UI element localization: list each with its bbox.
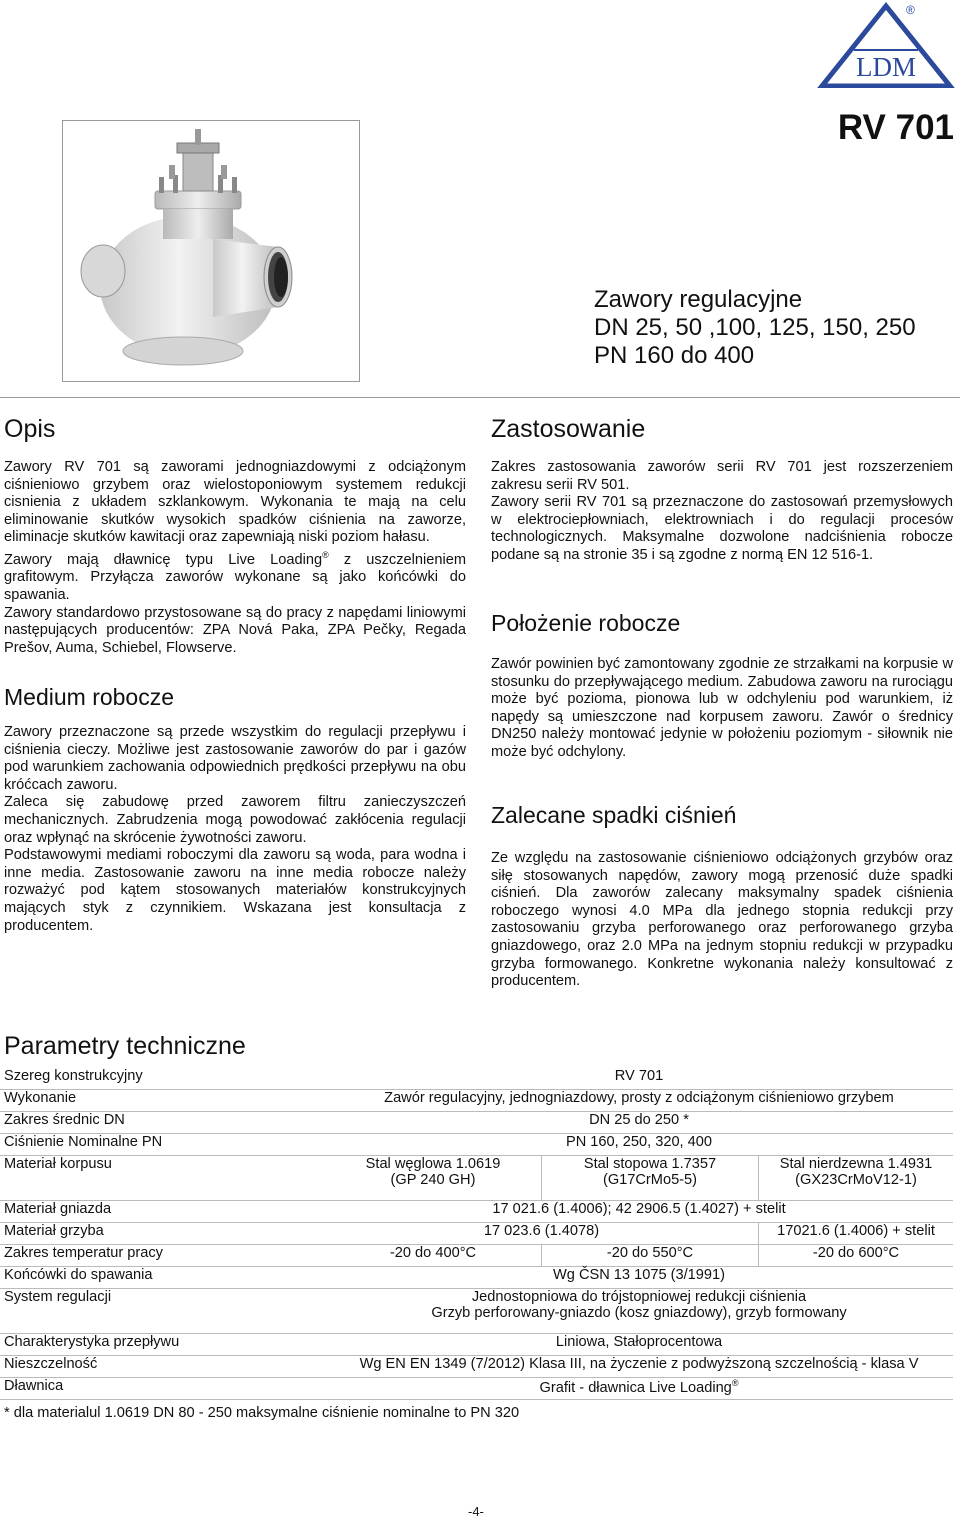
- param-value: Zawór regulacyjny, jednogniazdowy, prosty z odciążonym ciśnieniowo grzybem: [325, 1090, 953, 1112]
- table-row: [0, 1090, 953, 1112]
- param-value: PN 160, 250, 320, 400: [325, 1134, 953, 1156]
- product-photo: [62, 120, 360, 382]
- param-label: Zakres średnic DN: [0, 1112, 325, 1134]
- section-heading-medium: Medium robocze: [4, 684, 175, 710]
- table-row: [0, 1112, 953, 1134]
- ldm-logo: [816, 2, 956, 88]
- param-value: 17 021.6 (1.4006); 42 2906.5 (1.4027) + stelit: [325, 1201, 953, 1223]
- table-row: [0, 1378, 953, 1400]
- param-label: Materiał korpusu: [0, 1156, 325, 1201]
- param-value: Stal węglowa 1.0619 (GP 240 GH): [325, 1156, 542, 1201]
- logo-text: LDM: [856, 52, 916, 82]
- section-heading-polozenie: Położenie robocze: [491, 610, 681, 636]
- opis-paragraph-2: Zawory mają dławnicę typu Live Loading® z uszczelnieniem grafitowym. Przyłącza zaworów wykonane są jako końcówki do spawania.: [4, 549, 466, 604]
- param-value: Wg EN EN 1349 (7/2012) Klasa III, na życzenie z podwyższoną szczelnością - klasa V: [325, 1356, 953, 1378]
- param-label: Zakres temperatur pracy: [0, 1245, 325, 1267]
- param-value: -20 do 550°C: [542, 1245, 759, 1267]
- table-row: [0, 1289, 953, 1334]
- table-row: [0, 1156, 953, 1201]
- zastosowanie-paragraph-2: Zawory serii RV 701 są przeznaczone do zastosowań przemysłowych w elektrociepłowniach, elektrowniach i do regulacji procesów technologicznych. Maksymalne dozwolone nadciśnienia robocze podane są na stronie 35 i są zgodne z normą EN 12 516-1.: [491, 494, 953, 563]
- param-label: Końcówki do spawania: [0, 1267, 325, 1289]
- section-heading-parametry: Parametry techniczne: [4, 1032, 246, 1060]
- section-heading-spadki: Zalecane spadki ciśnień: [491, 802, 737, 828]
- polozenie-paragraph-1: Zawór powinien być zamontowany zgodnie ze strzałkami na korpusie w stosunku do przepływającego medium. Zabudowa zaworu na rurociągu może być pozioma, pionowa lub w odchyleniu pod warunkiem, iż napędy są umieszczone nad korpusem zaworu. Zawór o średnicy DN250 należy montować jedynie w położeniu poziomym - siłownik nie może być odchylony.: [491, 656, 953, 760]
- subtitle-line-3: PN 160 do 400: [594, 342, 755, 369]
- polozenie-text: [491, 656, 953, 762]
- spadki-text: [491, 850, 953, 991]
- param-label: Ciśnienie Nominalne PN: [0, 1134, 325, 1156]
- footnote: * dla materialul 1.0619 DN 80 - 250 maksymalne ciśnienie nominalne to PN 320: [4, 1405, 520, 1421]
- param-label: Charakterystyka przepływu: [0, 1334, 325, 1356]
- subtitle-line-1: Zawory regulacyjne: [594, 286, 803, 313]
- divider: [0, 397, 960, 398]
- medium-text: [4, 724, 466, 935]
- table-row: [0, 1134, 953, 1156]
- medium-paragraph-2: Zaleca się zabudowę przed zaworem filtru zanieczyszczeń mechanicznych. Zabrudzenia mogą powodować zakłócenia regulacji oraz wpłynąć na skrócenie żywotności zaworu.: [4, 794, 466, 846]
- param-label: System regulacji: [0, 1289, 325, 1334]
- param-value: 17021.6 (1.4006) + stelit: [759, 1223, 954, 1245]
- param-value: -20 do 600°C: [759, 1245, 954, 1267]
- param-label: Nieszczelność: [0, 1356, 325, 1378]
- param-label: Materiał grzyba: [0, 1223, 325, 1245]
- subtitle-line-2: DN 25, 50 ,100, 125, 150, 250: [594, 314, 916, 341]
- parameters-table: [0, 1068, 953, 1400]
- param-value: Stal stopowa 1.7357 (G17CrMo5-5): [542, 1156, 759, 1201]
- product-subtitle: [594, 286, 916, 370]
- table-row: [0, 1223, 953, 1245]
- opis-paragraph-1: Zawory RV 701 są zaworami jednogniazdowymi z odciążonym ciśnieniowo grzybem oraz wielostoponiowym systemem redukcji cisnienia z układem szklankowym. Wykonania te mają na celu eliminowanie skutków wysokich spadków ciśnienia na zaworze, eliminacje skutków kawitacji oraz zapewniają niski poziom hałasu.: [4, 459, 466, 546]
- zastosowanie-paragraph-1: Zakres zastosowania zaworów serii RV 701 jest rozszerzeniem zakresu serii RV 501.: [491, 459, 953, 493]
- zastosowanie-text: [491, 459, 953, 565]
- table-row: [0, 1356, 953, 1378]
- medium-paragraph-1: Zawory przeznaczone są przede wszystkim do regulacji przepływu i ciśnienia cieczy. Możliwe jest zastosowanie zaworów do par i gazów pod warunkiem zachowania odpowiednich prędkości przepływu na obu króćcach zaworu.: [4, 724, 466, 793]
- param-value: RV 701: [325, 1068, 953, 1090]
- section-heading-zastosowanie: Zastosowanie: [491, 415, 646, 443]
- param-label: Szereg konstrukcyjny: [0, 1068, 325, 1090]
- param-value: Jednostopniowa do trójstopniowej redukcji ciśnienia Grzyb perforowany-gniazdo (kosz gniazdowy), grzyb formowany: [325, 1289, 953, 1334]
- param-label: Dławnica: [0, 1378, 325, 1400]
- param-value: Grafit - dławnica Live Loading®: [325, 1378, 953, 1400]
- section-heading-opis: Opis: [4, 415, 56, 443]
- param-value: DN 25 do 250 *: [325, 1112, 953, 1134]
- opis-text: [4, 459, 466, 657]
- table-row: [0, 1334, 953, 1356]
- param-label: Materiał gniazda: [0, 1201, 325, 1223]
- param-value: Liniowa, Stałoprocentowa: [325, 1334, 953, 1356]
- param-value: -20 do 400°C: [325, 1245, 542, 1267]
- param-label: Wykonanie: [0, 1090, 325, 1112]
- spadki-paragraph-1: Ze względu na zastosowanie ciśnieniowo odciążonych grzybów oraz siłę stosowanych napędów, zawory mogą przenosić duże spadki ciśnień. Dla zaworów zalecany maksymalny spadek ciśnienia roboczego wynosi 4.0 MPa dla jednego stopnia redukcji przy zastosowaniu grzyba perforowanego oraz perforowanego grzyba gniazdowego, oraz 2.0 MPa na jednym stopniu redukcji w przypadku grzyba formowanego. Konkretne wykonania należy konsultować z producentem.: [491, 850, 953, 990]
- table-row: [0, 1267, 953, 1289]
- model-title: RV 701: [837, 108, 954, 147]
- opis-paragraph-3: Zawory standardowo przystosowane są do pracy z napędami liniowymi następujących producentów: ZPA Nová Paka, ZPA Pečky, Regada Prešov, Auma, Schiebel, Flowserve.: [4, 604, 466, 656]
- page-number: -4-: [468, 1504, 484, 1519]
- param-value: Stal nierdzewna 1.4931 (GX23CrMoV12-1): [759, 1156, 954, 1201]
- param-value: Wg ČSN 13 1075 (3/1991): [325, 1267, 953, 1289]
- table-row: [0, 1201, 953, 1223]
- table-row: [0, 1068, 953, 1090]
- svg-text:®: ®: [906, 3, 915, 17]
- medium-paragraph-3: Podstawowymi mediami roboczymi dla zaworu są woda, para wodna i inne media. Zastosowanie zaworu na inne media robocze należy rozważyć pod kątem stosowanych materiałów konstrukcyjnych mających styk z czynnikiem. Wskazana jest konsultacja z producentem.: [4, 847, 466, 934]
- param-value: 17 023.6 (1.4078): [325, 1223, 759, 1245]
- table-row: [0, 1245, 953, 1267]
